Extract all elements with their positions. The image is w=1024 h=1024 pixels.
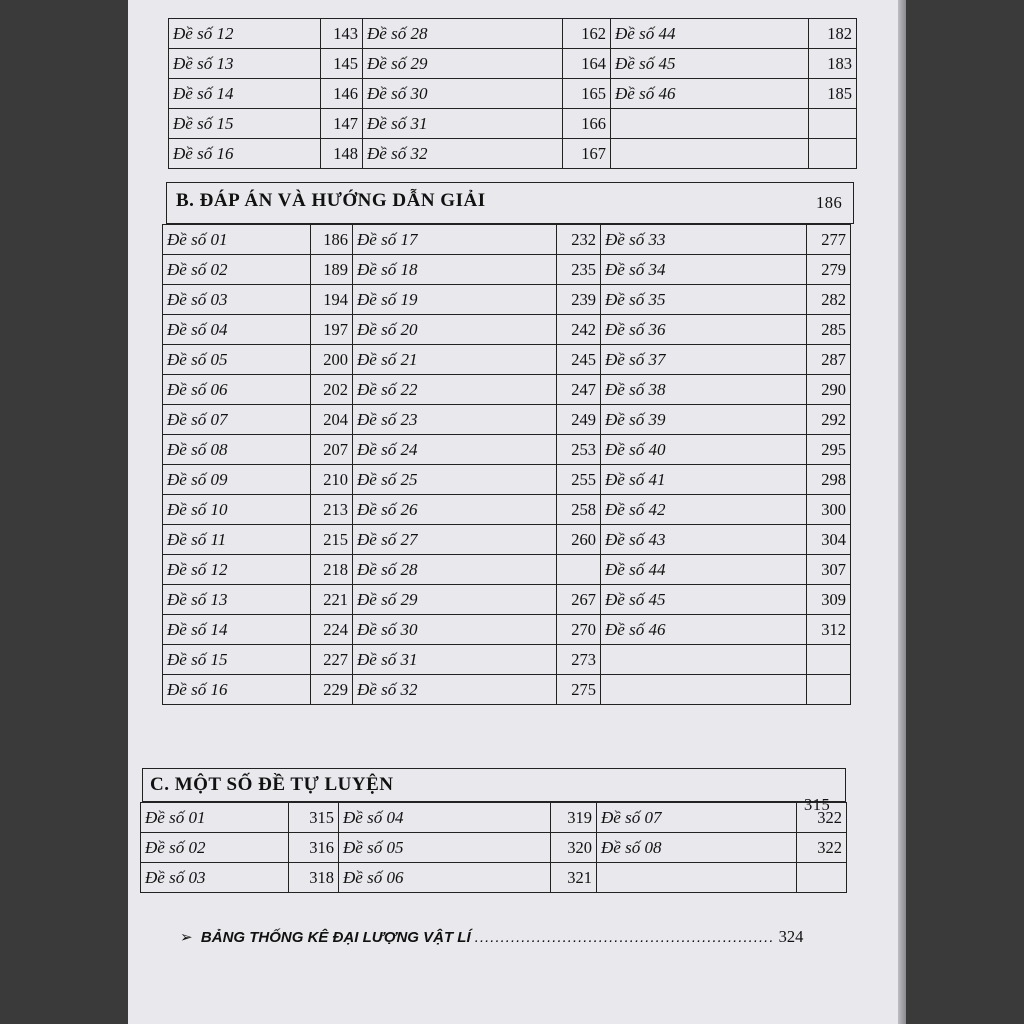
entry-page-number: 292: [807, 405, 851, 435]
entry-page-number: 194: [311, 285, 353, 315]
table-row: [163, 525, 851, 555]
entry-name: Đề số 35: [601, 285, 807, 315]
entry-name: Đề số 26: [353, 495, 557, 525]
entry-page-number: 247: [557, 375, 601, 405]
entry-name: Đề số 08: [163, 435, 311, 465]
entry-page-number: 215: [311, 525, 353, 555]
entry-name: Đề số 07: [163, 405, 311, 435]
entry-page-number: 279: [807, 255, 851, 285]
entry-page-number: 316: [289, 833, 339, 863]
entry-page-number: 307: [807, 555, 851, 585]
entry-name: Đề số 08: [597, 833, 797, 863]
entry-name: Đề số 31: [353, 645, 557, 675]
table-row: [163, 255, 851, 285]
entry-name: Đề số 02: [141, 833, 289, 863]
book-page: [128, 0, 898, 1024]
entry-name: Đề số 29: [363, 49, 563, 79]
entry-page-number: 183: [809, 49, 857, 79]
entry-page-number: 322: [797, 803, 847, 833]
entry-page-number: 298: [807, 465, 851, 495]
table-row: [163, 285, 851, 315]
entry-page-number: 166: [563, 109, 611, 139]
entry-page-number: 143: [321, 19, 363, 49]
entry-page-number: 148: [321, 139, 363, 169]
toc-table-section-b: [162, 224, 851, 705]
entry-name: Đề số 07: [597, 803, 797, 833]
entry-page-number: 185: [809, 79, 857, 109]
entry-page-number: 300: [807, 495, 851, 525]
entry-page-number: 239: [557, 285, 601, 315]
entry-name: Đề số 04: [163, 315, 311, 345]
entry-page-number: 304: [807, 525, 851, 555]
entry-page-number: 221: [311, 585, 353, 615]
entry-page-number: 320: [551, 833, 597, 863]
table-row: [163, 465, 851, 495]
entry-page-number: [797, 863, 847, 893]
entry-name: Đề số 30: [363, 79, 563, 109]
entry-page-number: 210: [311, 465, 353, 495]
entry-page-number: 146: [321, 79, 363, 109]
entry-page-number: 197: [311, 315, 353, 345]
entry-name: [611, 109, 809, 139]
toc-table-section-a: [168, 18, 857, 169]
entry-name: Đề số 13: [163, 585, 311, 615]
entry-name: Đề số 04: [339, 803, 551, 833]
entry-name: [597, 863, 797, 893]
table-row: [169, 109, 857, 139]
entry-name: Đề số 11: [163, 525, 311, 555]
entry-page-number: 312: [807, 615, 851, 645]
entry-name: Đề số 31: [363, 109, 563, 139]
entry-page-number: 322: [797, 833, 847, 863]
entry-name: Đề số 19: [353, 285, 557, 315]
entry-page-number: 258: [557, 495, 601, 525]
entry-page-number: 273: [557, 645, 601, 675]
entry-name: Đề số 15: [163, 645, 311, 675]
entry-page-number: 235: [557, 255, 601, 285]
table-row: [169, 79, 857, 109]
table-row: [163, 585, 851, 615]
entry-name: Đề số 34: [601, 255, 807, 285]
table-row: [141, 833, 847, 863]
entry-name: Đề số 28: [353, 555, 557, 585]
table-row: [141, 803, 847, 833]
entry-name: Đề số 41: [601, 465, 807, 495]
table-row: [169, 49, 857, 79]
table-row: [163, 405, 851, 435]
entry-name: Đề số 46: [611, 79, 809, 109]
entry-page-number: 321: [551, 863, 597, 893]
entry-page-number: 200: [311, 345, 353, 375]
entry-page-number: 318: [289, 863, 339, 893]
section-b-page-number: 186: [816, 193, 843, 212]
entry-name: [601, 675, 807, 705]
entry-page-number: 229: [311, 675, 353, 705]
section-c-title: C. MỘT SỐ ĐỀ TỰ LUYỆN: [150, 774, 394, 795]
entry-page-number: 295: [807, 435, 851, 465]
entry-name: Đề số 12: [169, 19, 321, 49]
entry-name: Đề số 29: [353, 585, 557, 615]
entry-name: Đề số 23: [353, 405, 557, 435]
entry-name: Đề số 15: [169, 109, 321, 139]
entry-name: Đề số 16: [169, 139, 321, 169]
entry-name: Đề số 06: [163, 375, 311, 405]
entry-name: Đề số 14: [169, 79, 321, 109]
table-row: [163, 675, 851, 705]
entry-name: Đề số 28: [363, 19, 563, 49]
entry-name: Đề số 14: [163, 615, 311, 645]
entry-name: Đề số 32: [363, 139, 563, 169]
entry-page-number: 309: [807, 585, 851, 615]
entry-page-number: 165: [563, 79, 611, 109]
entry-page-number: [807, 675, 851, 705]
entry-page-number: 213: [311, 495, 353, 525]
statistics-entry: [180, 927, 880, 947]
entry-page-number: 253: [557, 435, 601, 465]
entry-name: Đề số 33: [601, 225, 807, 255]
entry-name: Đề số 17: [353, 225, 557, 255]
entry-name: Đề số 05: [339, 833, 551, 863]
entry-page-number: 224: [311, 615, 353, 645]
entry-name: Đề số 10: [163, 495, 311, 525]
entry-name: Đề số 16: [163, 675, 311, 705]
entry-page-number: [807, 645, 851, 675]
entry-name: Đề số 25: [353, 465, 557, 495]
entry-page-number: 277: [807, 225, 851, 255]
entry-page-number: 204: [311, 405, 353, 435]
statistics-page-number: 324: [778, 927, 804, 946]
table-row: [163, 495, 851, 525]
entry-page-number: [809, 139, 857, 169]
entry-page-number: 162: [563, 19, 611, 49]
entry-page-number: 147: [321, 109, 363, 139]
entry-name: Đề số 44: [611, 19, 809, 49]
arrow-bullet-icon: ➢: [180, 929, 193, 946]
entry-name: Đề số 20: [353, 315, 557, 345]
entry-name: Đề số 18: [353, 255, 557, 285]
table-row: [163, 315, 851, 345]
entry-page-number: 285: [807, 315, 851, 345]
entry-name: Đề số 32: [353, 675, 557, 705]
entry-name: Đề số 09: [163, 465, 311, 495]
section-c-page-number: 315: [804, 795, 831, 814]
entry-name: Đề số 06: [339, 863, 551, 893]
entry-page-number: 167: [563, 139, 611, 169]
entry-name: Đề số 01: [141, 803, 289, 833]
entry-page-number: 207: [311, 435, 353, 465]
entry-page-number: 164: [563, 49, 611, 79]
entry-name: Đề số 12: [163, 555, 311, 585]
entry-name: Đề số 40: [601, 435, 807, 465]
entry-page-number: 255: [557, 465, 601, 495]
entry-page-number: 182: [809, 19, 857, 49]
entry-name: Đề số 02: [163, 255, 311, 285]
entry-page-number: 287: [807, 345, 851, 375]
entry-page-number: 319: [551, 803, 597, 833]
entry-name: [611, 139, 809, 169]
table-row: [163, 345, 851, 375]
entry-name: Đề số 43: [601, 525, 807, 555]
entry-name: Đề số 13: [169, 49, 321, 79]
entry-name: Đề số 03: [141, 863, 289, 893]
table-row: [169, 139, 857, 169]
entry-name: Đề số 05: [163, 345, 311, 375]
entry-name: Đề số 39: [601, 405, 807, 435]
entry-page-number: 227: [311, 645, 353, 675]
dot-leader: ..........................................................: [474, 929, 775, 946]
entry-name: Đề số 36: [601, 315, 807, 345]
entry-page-number: 270: [557, 615, 601, 645]
table-row: [141, 863, 847, 893]
entry-page-number: 290: [807, 375, 851, 405]
entry-name: Đề số 42: [601, 495, 807, 525]
entry-name: Đề số 03: [163, 285, 311, 315]
toc-table-section-c: [140, 802, 847, 893]
entry-name: Đề số 38: [601, 375, 807, 405]
entry-page-number: 260: [557, 525, 601, 555]
entry-page-number: 186: [311, 225, 353, 255]
entry-name: [601, 645, 807, 675]
entry-page-number: 145: [321, 49, 363, 79]
entry-page-number: [557, 555, 601, 585]
table-row: [163, 225, 851, 255]
statistics-label: BẢNG THỐNG KÊ ĐẠI LƯỢNG VẬT LÍ: [200, 929, 471, 946]
entry-page-number: 275: [557, 675, 601, 705]
section-b-title: B. ĐÁP ÁN VÀ HƯỚNG DẪN GIẢI: [176, 190, 486, 211]
table-row: [163, 645, 851, 675]
table-row: [163, 375, 851, 405]
entry-page-number: 218: [311, 555, 353, 585]
entry-name: Đề số 01: [163, 225, 311, 255]
entry-page-number: 202: [311, 375, 353, 405]
entry-page-number: 242: [557, 315, 601, 345]
entry-page-number: [809, 109, 857, 139]
entry-name: Đề số 22: [353, 375, 557, 405]
entry-page-number: 267: [557, 585, 601, 615]
entry-name: Đề số 24: [353, 435, 557, 465]
entry-page-number: 245: [557, 345, 601, 375]
table-row: [163, 615, 851, 645]
entry-page-number: 249: [557, 405, 601, 435]
table-row: [163, 555, 851, 585]
entry-page-number: 282: [807, 285, 851, 315]
entry-name: Đề số 30: [353, 615, 557, 645]
entry-name: Đề số 21: [353, 345, 557, 375]
table-row: [169, 19, 857, 49]
entry-page-number: 189: [311, 255, 353, 285]
entry-name: Đề số 46: [601, 615, 807, 645]
entry-name: Đề số 44: [601, 555, 807, 585]
table-row: [163, 435, 851, 465]
entry-page-number: 232: [557, 225, 601, 255]
entry-page-number: 315: [289, 803, 339, 833]
entry-name: Đề số 27: [353, 525, 557, 555]
entry-name: Đề số 45: [601, 585, 807, 615]
entry-name: Đề số 45: [611, 49, 809, 79]
entry-name: Đề số 37: [601, 345, 807, 375]
